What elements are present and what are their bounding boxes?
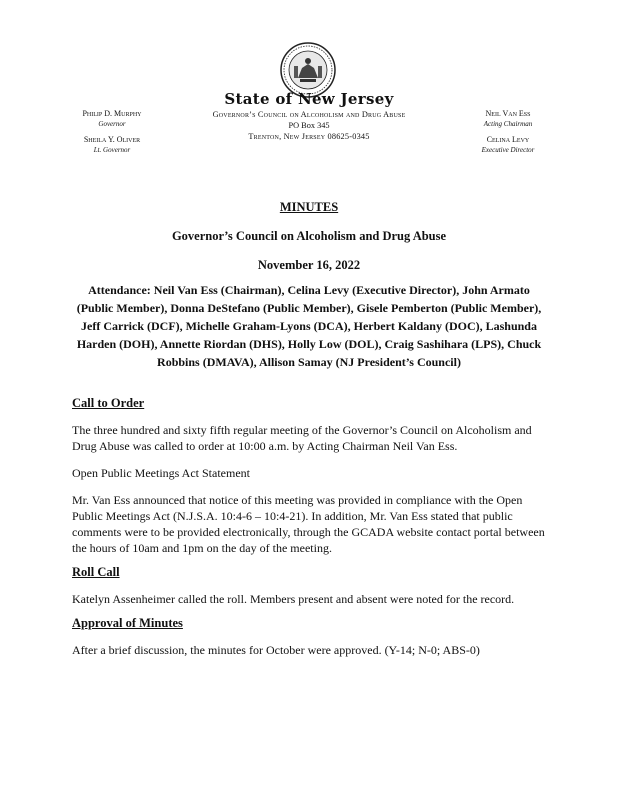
director-title: Executive Director [481,146,535,154]
city-line: Trenton, New Jersey 08625-0345 [248,132,370,141]
approval-of-minutes-section [72,615,548,658]
director-name: Celina Levy [486,135,530,144]
council-officers-block [448,109,568,161]
governor-name: Philip D. Murphy [82,109,142,118]
council-address-block [160,109,458,142]
council-heading: Governor’s Council on Alcoholism and Drug Abuse [171,229,447,243]
call-to-order-paragraph: The three hundred and sixty fifth regular meeting of the Governor’s Council on Alcoholism and Drug Abuse was called to order at 10:00 a.m. by Acting Chairman Neil Van Ess. [72,423,532,453]
council-name: Governor’s Council on Alcoholism and Drug Abuse [212,110,406,119]
chair-name: Neil Van Ess [485,109,531,118]
lt-governor-title: Lt. Governor [93,146,131,154]
lt-governor-name: Sheila Y. Oliver [83,135,141,144]
call-to-order-heading: Call to Order [72,396,145,410]
governor-block [52,109,172,161]
call-to-order-section [72,395,548,556]
roll-call-paragraph: Katelyn Assenheimer called the roll. Members present and absent were noted for the record. [72,592,515,606]
approval-of-minutes-heading: Approval of Minutes [72,616,183,630]
approval-of-minutes-paragraph: After a brief discussion, the minutes for October were approved. (Y-14; N-0; ABS-0) [72,643,480,657]
document-title: MINUTES [279,200,339,214]
opma-statement-label: Open Public Meetings Act Statement [72,466,250,480]
state-title: State of New Jersey [224,90,394,108]
roll-call-heading: Roll Call [72,565,120,579]
attendance-list: Attendance: Neil Van Ess (Chairman), Celina Levy (Executive Director), John Armato (Public Member), Donna DeStefano (Public Member), Gisele Pemberton (Public Member), Jeff Carrick (DCF), Michelle Graham-Lyons (DCA), Herbert Kaldany (DOC), Lashunda Harden (DOH), Annette Riordan (DHS), Holly Low (DOL), Craig Sashihara (LPS), Chuck Robbins (DMAVA), Allison Samay (NJ President’s Council) [76,283,542,369]
meeting-date: November 16, 2022 [257,258,361,272]
chair-title: Acting Chairman [483,120,533,128]
po-box: PO Box 345 [288,121,330,130]
opma-statement-paragraph: Mr. Van Ess announced that notice of this meeting was provided in compliance with the Open Public Meetings Act (N.J.S.A. 10:4-6 – 10:4-21). In addition, Mr. Van Ess stated that public comments were to be provided electronically, through the GCADA website contact portal between the hours of 10am and 1pm on the day of the meeting. [72,493,545,555]
roll-call-section [72,564,548,607]
governor-title: Governor [98,120,126,128]
